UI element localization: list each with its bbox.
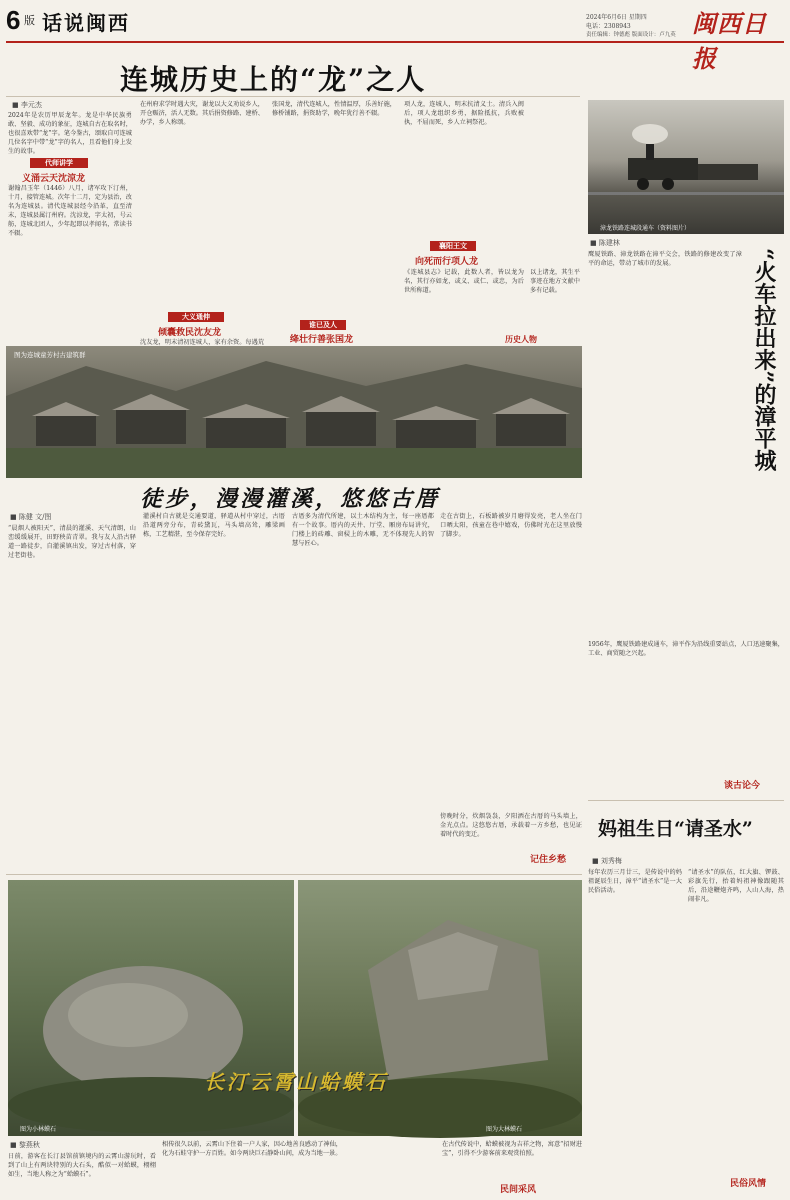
rocks-rule [6,874,582,875]
lead-body-2: 在州府求学时遇大灾，谢龙以大义劝说乡人，开仓赈济，活人无数。其后捐资修路、建桥、办学，乡人称颂。 [140,101,264,127]
rock-photo-small-caption: 图为小林蟆石 [20,1126,57,1133]
header-editors: 责任编辑：钟德彪 版面设计：卢九英 [586,32,676,38]
mazu-tag: 民俗风情 [730,1179,767,1189]
feature-title: 徒步，漫漫灌溪，悠悠古厝 [140,486,441,512]
subhead-2: 大义通伸 [168,312,224,322]
feature-body-2: 灌溪村自古就是交通要道，驿道从村中穿过，古厝沿道两旁分布，青砖黛瓦，马头墙高耸，雕梁画栋，工艺精湛，至今保存完好。 [143,513,285,539]
lead-body-1: 谢翰昌玉年（1446）八月，诸军攻下汀州，十月，接管连城。次年十二月，定为县治，改名为连城县。清代连城县经今沿革，直至清末，连城县属汀州府。沈涼龙，字太初，号云舫，连城北团人，少年起即以孝闻名，常读书不辍。 [8,185,132,238]
subhead-1: 代师讲学 [30,158,88,168]
paper-logo: 闽西日报 [692,9,767,73]
rocks-tag: 民间采风 [500,1185,537,1195]
subhead-3: 谁已及人 [300,320,346,330]
history-tag: 历史人物 [505,334,537,344]
feature-body-3: 古厝多为清代所建，以土木结构为主，每一座厝都有一个故事。厝内的天井、厅堂、厢房布局讲究，门楼上的砖雕、窗棂上的木雕，无不体现先人的智慧与匠心。 [292,513,434,548]
subhead-3-title: 绛壮行善张国龙 [290,335,354,345]
lead-body-3: 沈友龙，明末清初连城人，家有余资。每遇荒 [140,339,264,346]
rocks-title: 长汀云霄山蛤蟆石 [204,1070,388,1094]
subhead-1-title: 义涌云天沈涼龙 [22,174,86,184]
header-phone: 电话：2308943 [586,23,631,30]
feature-body-5: 傍晚时分，炊烟袅袅，夕阳洒在古厝的马头墙上，金光点点。这悠悠古厝，承载着一方乡愁，也见证着时代的变迁。 [440,813,582,839]
mazu-author: ■ 刘秀梅 [592,857,622,865]
page-unit: 版 [24,14,35,27]
mazu-rule [588,800,784,801]
lead-author: ■ 李元杰 [12,101,42,109]
railway-body-2: 1956年，鹰厦铁路建成通车，漳平作为沿线重要站点，人口迅速聚集，工业、商贸随之兴起。 [588,641,784,658]
header-rule [6,41,784,43]
railway-body-1: 鹰厦铁路、漳龙铁路在漳平交会，铁路的修建改变了漳平的命运，带动了城市的发展。 [588,251,742,268]
mazu-body-1: 每年农历三月廿三，是传说中的妈祖诞辰生日，漳平“请圣水”是一大民俗活动。 [588,869,682,895]
rocks-author: ■ 黎燕秋 [10,1141,40,1149]
railway-photo-caption: 漳龙铁路连城段通车（资料图片） [600,225,691,232]
rock-photo-large [298,880,582,1136]
railway-photo [588,100,784,234]
lead-body-4: 张国龙，清代连城人，性情温厚，乐善好施，修桥铺路，捐资助学，晚年犹行善不辍。 [272,101,396,118]
feature-body-1: “晨烟人被阳天”，清晨的灌溪、天气清朗，山峦缓缓展开，田野秧苗青翠。我与友人沿古驿道一路徒步，自灌溪镇出发，穿过古村落，穿过老街巷。 [8,525,136,560]
section-title: 话说闽西 [42,13,130,35]
rocks-body-3: 在古代传说中，蛤蟆被视为吉祥之物，寓意“招财进宝”，引得不少游客前来观赏拍照。 [442,1141,582,1158]
rocks-body-1: 日前，游客在长汀县馆前镇境内的云霄山游玩时，看到了山上有两块特别的大石头，酷似一对蛤蟆，栩栩如生，当地人称之为“蛤蟆石”。 [8,1153,156,1179]
header-date: 2024年6月6日 星期四 [586,14,647,21]
subhead-2-title: 倾囊救民沈友龙 [158,328,222,338]
rock-photo-large-caption: 图为大林蟆石 [486,1126,523,1133]
history-body: 以上诸龙，其生平事迹在地方文献中多有记载。 [530,269,580,295]
railway-title: “火车拉出来”的漳平城 [751,248,777,472]
page-number: 6 [6,5,21,35]
railway-tag: 谈古论今 [724,781,761,791]
village-photo [6,346,582,478]
feature-tag: 记住乡愁 [530,855,567,865]
lead-body-6: 《连城县志》记载，此数人者，皆以龙为名，其行亦如龙，或义、或仁、或忠，为后世所称道。 [404,269,524,295]
rock-photo-small [8,880,294,1136]
subhead-4-title: 向死而行项人龙 [415,257,479,267]
lead-intro: 2024年是农历甲辰龙年。龙是中华民族勇敢、坚毅、成功的象征，连城自古在取名时，也很喜欢带“龙”字。笔今鉴古，颂取自可连城几位名字中带“龙”字的名人，且看他们身上发生的故事。 [8,112,132,156]
lead-body-5: 项人龙，连城人，明末抗清义士。清兵入闽后，项人龙组织乡勇，据险抵抗，兵败被执，不屈而死，乡人立祠祭祀。 [404,101,524,127]
subhead-4: 襄阳王文 [430,241,476,251]
lead-title-rule [6,96,580,97]
village-photo-caption: 图为连城童芳村古建筑群 [14,351,86,359]
rocks-body-2: 相传很久以前，云霄山下住着一户人家，因心地善良感动了神仙，化为石蛙守护一方百姓。如今两块巨石静卧山间，成为当地一景。 [162,1141,342,1158]
lead-title: 连城历史上的“龙”之人 [120,63,427,96]
mazu-title: 妈祖生日“请圣水” [598,818,753,840]
feature-body-4: 走在古街上，石板路被岁月磨得发亮，老人坐在门口晒太阳，孩童在巷中嬉戏，仿佛时光在这里放慢了脚步。 [440,513,582,539]
feature-author: ■ 陈健 文/图 [10,513,52,521]
mazu-body-2: “请圣水”的队伍，红大旗、锣鼓、彩旗先行，抬着妈祖神像跟随其后，沿途鞭炮齐鸣，人山人海，热闹非凡。 [688,869,784,904]
railway-author: ■ 陈建林 [590,239,620,247]
